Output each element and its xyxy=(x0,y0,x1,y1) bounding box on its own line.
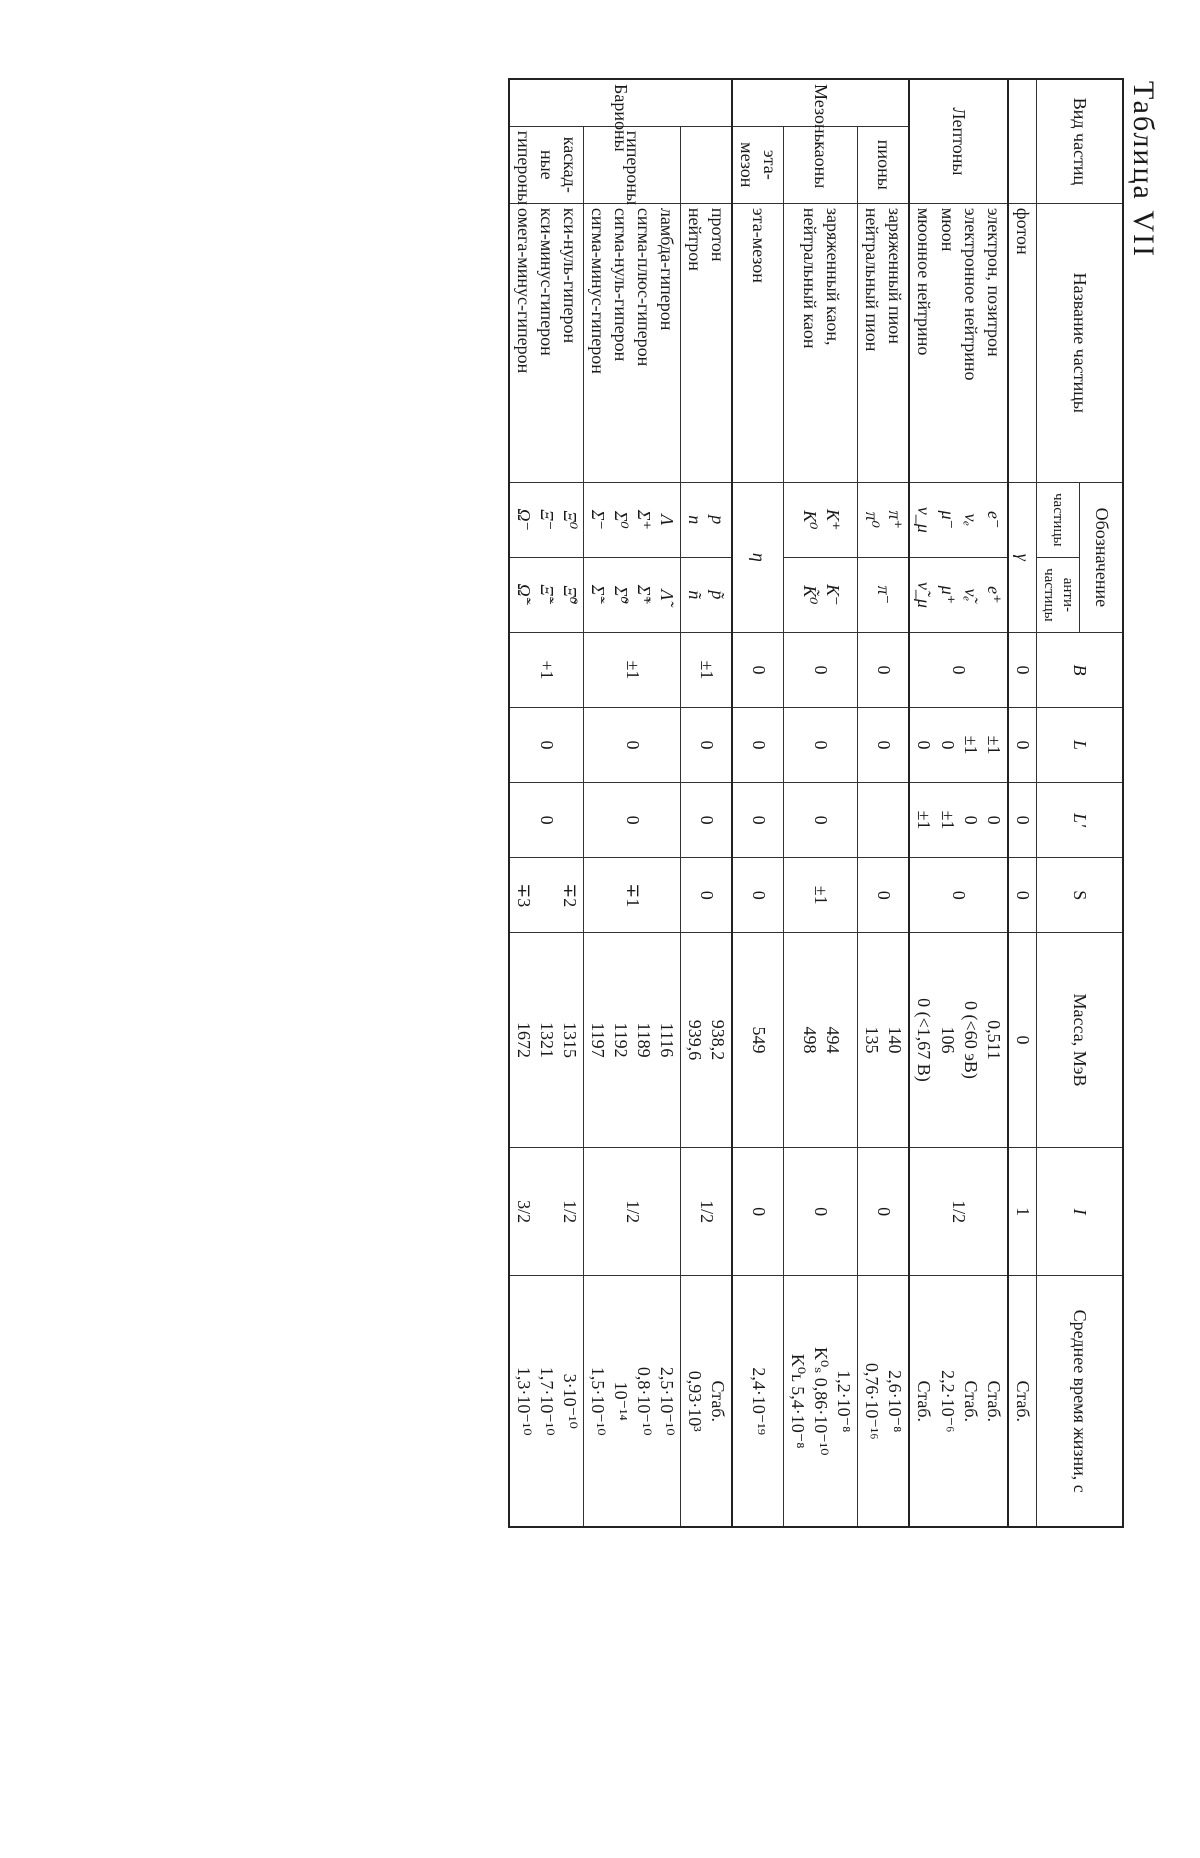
antiparticle-cell: K⁻ K̃⁰ xyxy=(784,557,858,632)
l-prime-cell: 0 xyxy=(584,783,681,858)
header-lifetime: Среднее время жизни, с xyxy=(1036,1276,1123,1527)
super-group-label: Барионы xyxy=(509,79,732,126)
name-cell: кси-нуль-гиперон кси-минус-гиперон омега-минус-гиперон xyxy=(509,203,584,482)
antiparticle-cell: p̃ ñ xyxy=(681,557,733,632)
i-cell: 0 xyxy=(784,1147,858,1276)
l-cell: 0 xyxy=(681,708,733,783)
antiparticle-cell: Ξ̃⁰ Ξ̃⁻ Ω̃⁻ xyxy=(509,557,584,632)
s-cell: ∓2 ∓3 xyxy=(509,858,584,933)
l-prime-cell: 0 xyxy=(784,783,858,858)
particle-cell: Λ Σ⁺ Σ⁰ Σ⁻ xyxy=(584,482,681,557)
i-cell: 0 xyxy=(858,1147,910,1276)
s-cell: ∓1 xyxy=(584,858,681,933)
header-i: I xyxy=(1036,1147,1123,1276)
l-prime-cell xyxy=(858,783,910,858)
group-label: каскад-ные гипероны xyxy=(509,126,584,203)
table-row xyxy=(1008,79,1037,1527)
header-mass: Масса, МэВ xyxy=(1036,933,1123,1148)
lifetime-cell: 2,5·10⁻¹⁰ 0,8·10⁻¹⁰ 10⁻¹⁴ 1,5·10⁻¹⁰ xyxy=(584,1276,681,1527)
symbol-cell: η xyxy=(732,482,784,632)
name-cell: протон нейтрон xyxy=(681,203,733,482)
lifetime-cell: 2,6·10⁻⁸ 0,76·10⁻¹⁶ xyxy=(858,1276,910,1527)
s-cell: ±1 xyxy=(784,858,858,933)
header-l: L xyxy=(1036,708,1123,783)
table-row xyxy=(509,79,584,1527)
i-cell: 1/2 xyxy=(584,1147,681,1276)
header-l-prime: L' xyxy=(1036,783,1123,858)
b-cell: 0 xyxy=(1008,632,1037,707)
l-cell: ±1 ±1 0 0 xyxy=(909,708,1007,783)
s-cell: 0 xyxy=(858,858,910,933)
lifetime-cell: Стаб. xyxy=(1008,1276,1037,1527)
i-cell: 0 xyxy=(732,1147,784,1276)
group-label: гипероны xyxy=(584,126,681,203)
l-prime-cell: 0 xyxy=(509,783,584,858)
name-cell: заряженный пион нейтральный пион xyxy=(858,203,910,482)
l-cell: 0 xyxy=(858,708,910,783)
l-cell: 0 xyxy=(584,708,681,783)
antiparticle-cell: π⁻ xyxy=(858,557,910,632)
header-antiparticle: анти-частицы xyxy=(1036,557,1079,632)
s-cell: 0 xyxy=(681,858,733,933)
l-prime-cell: 0 0 ±1 ±1 xyxy=(909,783,1007,858)
i-cell: 1/2 3/2 xyxy=(509,1147,584,1276)
table-row xyxy=(909,79,1007,1527)
name-cell: электрон, позитрон электронное нейтрино мюон мюонное нейтрино xyxy=(909,203,1007,482)
s-cell: 0 xyxy=(1008,858,1037,933)
mass-cell: 494 498 xyxy=(784,933,858,1148)
mass-cell: 938,2 939,6 xyxy=(681,933,733,1148)
header-designation: Обозначение xyxy=(1080,482,1124,632)
header-name: Название частицы xyxy=(1036,203,1123,482)
name-cell: фотон xyxy=(1008,203,1037,482)
l-cell: 0 xyxy=(732,708,784,783)
particle-cell: p n xyxy=(681,482,733,557)
lifetime-cell: 2,4·10⁻¹⁹ xyxy=(732,1276,784,1527)
l-prime-cell: 0 xyxy=(1008,783,1037,858)
table-row xyxy=(681,79,733,1527)
antiparticle-cell: Λ̃ Σ̃⁺ Σ̃⁰ Σ̃⁻ xyxy=(584,557,681,632)
rotated-table-wrapper xyxy=(64,78,1124,1528)
l-cell: 0 xyxy=(509,708,584,783)
l-cell: 0 xyxy=(1008,708,1037,783)
b-cell: 0 xyxy=(858,632,910,707)
name-cell: заряженный каон, нейтральный каон xyxy=(784,203,858,482)
b-cell: ±1 xyxy=(584,632,681,707)
header-b: B xyxy=(1036,632,1123,707)
mass-cell: 549 xyxy=(732,933,784,1148)
table-caption: Таблица VII xyxy=(1127,81,1160,258)
name-cell: эта-мезон xyxy=(732,203,784,482)
l-prime-cell: 0 xyxy=(681,783,733,858)
group-label xyxy=(681,126,733,203)
b-cell: +1 xyxy=(509,632,584,707)
particle-cell: e⁻ νₑ μ⁻ ν_μ xyxy=(909,482,1007,557)
mass-cell: 1315 1321 1672 xyxy=(509,933,584,1148)
mass-cell: 1116 1189 1192 1197 xyxy=(584,933,681,1148)
group-label: каоны xyxy=(784,126,858,203)
header-s: S xyxy=(1036,858,1123,933)
mass-cell: 0,511 0 (<60 эВ) 106 0 (<1,67 В) xyxy=(909,933,1007,1148)
mass-cell: 140 135 xyxy=(858,933,910,1148)
header-particle: частицы xyxy=(1036,482,1079,557)
group-label: Лептоны xyxy=(909,79,1007,203)
name-cell: ламбда-гиперон сигма-плюс-гиперон сигма-нуль-гиперон сигма-минус-гиперон xyxy=(584,203,681,482)
i-cell: 1/2 xyxy=(681,1147,733,1276)
antiparticle-cell: e⁺ ν̃ₑ μ⁺ ν̃_μ xyxy=(909,557,1007,632)
header-kind: Вид частиц xyxy=(1036,79,1123,203)
lifetime-cell: Стаб. Стаб. 2,2·10⁻⁶ Стаб. xyxy=(909,1276,1007,1527)
super-group-label: Мезоны xyxy=(732,79,909,126)
b-cell: ±1 xyxy=(681,632,733,707)
b-cell: 0 xyxy=(909,632,1007,707)
table-row xyxy=(732,79,784,1527)
particles-table xyxy=(508,78,1124,1528)
i-cell: 1/2 xyxy=(909,1147,1007,1276)
particle-cell: π⁺ π⁰ xyxy=(858,482,910,557)
s-cell: 0 xyxy=(909,858,1007,933)
group-label: эта-мезон xyxy=(732,126,784,203)
group-label: пионы xyxy=(858,126,910,203)
particle-cell: K⁺ K⁰ xyxy=(784,482,858,557)
lifetime-cell: Стаб. 0,93·10³ xyxy=(681,1276,733,1527)
b-cell: 0 xyxy=(784,632,858,707)
table-row xyxy=(858,79,910,1527)
lifetime-cell: 1,2·10⁻⁸ K⁰ₛ 0,86·10⁻¹⁰ K⁰ʟ 5,4·10⁻⁸ xyxy=(784,1276,858,1527)
table-row xyxy=(584,79,681,1527)
b-cell: 0 xyxy=(732,632,784,707)
header-row-1 xyxy=(1080,79,1124,1527)
table-row xyxy=(784,79,858,1527)
kind-cell xyxy=(1008,79,1037,203)
l-prime-cell: 0 xyxy=(732,783,784,858)
s-cell: 0 xyxy=(732,858,784,933)
l-cell: 0 xyxy=(784,708,858,783)
i-cell: 1 xyxy=(1008,1147,1037,1276)
table-body xyxy=(509,79,1036,1527)
mass-cell: 0 xyxy=(1008,933,1037,1148)
symbol-cell: γ xyxy=(1008,482,1037,632)
particle-cell: Ξ⁰ Ξ⁻ Ω⁻ xyxy=(509,482,584,557)
lifetime-cell: 3·10⁻¹⁰ 1,7·10⁻¹⁰ 1,3·10⁻¹⁰ xyxy=(509,1276,584,1527)
